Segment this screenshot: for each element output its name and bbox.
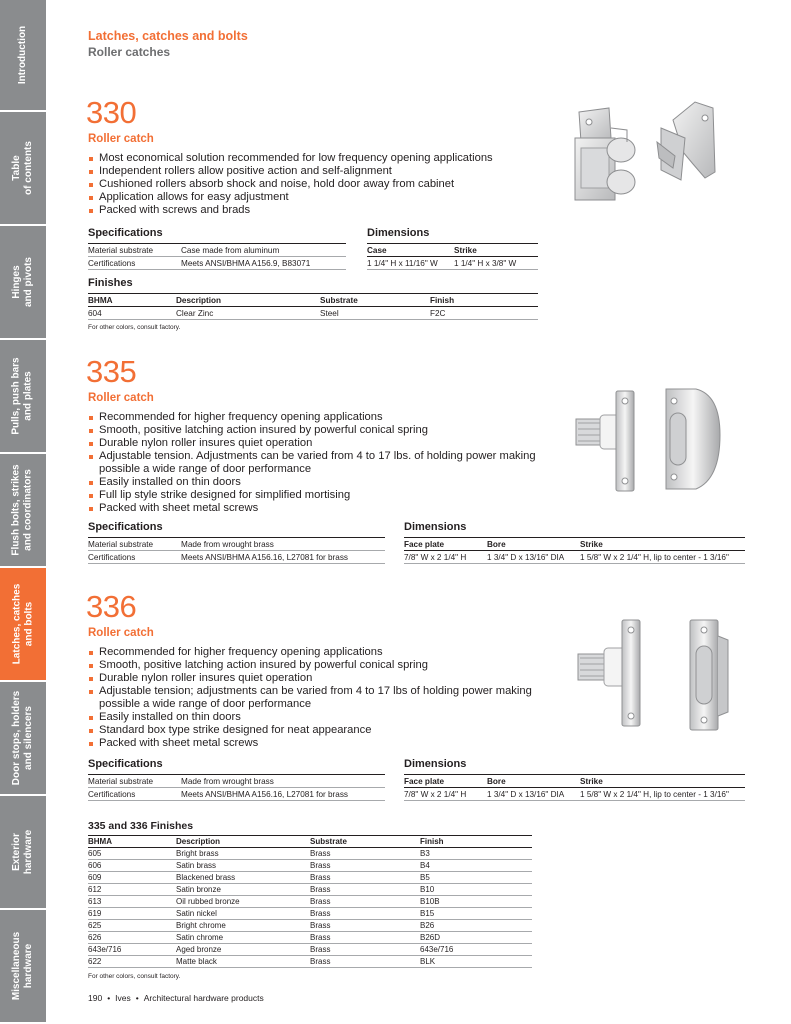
finish-cell: Aged bronze: [176, 944, 310, 956]
finish-cell: 606: [88, 860, 176, 872]
spec-value: Case made from aluminum: [181, 244, 346, 257]
product-335-name: Roller catch: [88, 392, 154, 404]
side-tab-label: Introduction: [17, 25, 29, 85]
finish-cell: Brass: [310, 848, 420, 860]
spec-value: Made from wrought brass: [181, 538, 385, 551]
finish-cell: 613: [88, 896, 176, 908]
finish-cell: Satin nickel: [176, 908, 310, 920]
finish-cell: Satin chrome: [176, 932, 310, 944]
table-row: [404, 775, 745, 788]
side-tab-label: Latches, catches and bolts: [11, 583, 35, 665]
finishes-335-336-table: [88, 835, 532, 968]
finish-cell: 605: [88, 848, 176, 860]
table-row: [88, 551, 385, 564]
feature-item: Recommended for higher frequency opening applications: [88, 646, 548, 659]
finish-cell: Oil rubbed bronze: [176, 896, 310, 908]
product-336-name: Roller catch: [88, 627, 154, 639]
dim-value: 7/8" W x 2 1/4" H: [404, 551, 487, 564]
feature-item: Recommended for higher frequency opening applications: [88, 411, 548, 424]
feature-item: Standard box type strike designed for neat appearance: [88, 724, 548, 737]
table-row: [88, 896, 532, 908]
product-336-specs-table: [88, 774, 385, 801]
table-row: [88, 788, 385, 801]
finish-cell: Brass: [310, 920, 420, 932]
finish-cell: Satin brass: [176, 860, 310, 872]
side-tab-label: Pulls, push bars and plates: [11, 357, 34, 435]
product-335-dims-title: Dimensions: [404, 521, 467, 533]
product-330-specs-table: [88, 243, 346, 270]
finish-cell: Brass: [310, 860, 420, 872]
finish-header: Description: [176, 836, 310, 848]
table-row: [88, 257, 346, 270]
table-row: [88, 538, 385, 551]
dim-value: 1 3/4" D x 13/16" DIA: [487, 551, 580, 564]
product-335-number: 335: [86, 354, 137, 389]
spec-label: Certifications: [88, 551, 181, 564]
footer-brand: Ives: [115, 993, 131, 1003]
page-footer: [88, 993, 264, 1003]
side-tab-introduction[interactable]: [0, 0, 46, 112]
finish-cell: 609: [88, 872, 176, 884]
product-336-dims-title: Dimensions: [404, 758, 467, 770]
spec-label: Certifications: [88, 788, 181, 801]
finish-cell: Brass: [310, 956, 420, 968]
feature-item: Durable nylon roller insures quiet operation: [88, 437, 548, 450]
dim-value: 1 1/4" H x 11/16" W: [367, 257, 454, 270]
spec-label: Material substrate: [88, 775, 181, 788]
finishes-335-336-note: For other colors, consult factory.: [88, 973, 181, 980]
table-row: [88, 775, 385, 788]
finish-cell: BLK: [420, 956, 532, 968]
side-tab-flush-bolts[interactable]: [0, 454, 46, 568]
table-row: [88, 908, 532, 920]
spec-value: Meets ANSI/BHMA A156.16, L27081 for brass: [181, 788, 385, 801]
product-330-features: [88, 152, 548, 217]
side-tab-label: Miscellaneous hardware: [11, 931, 35, 1001]
dim-header: Face plate: [404, 538, 487, 551]
dim-value: 1 5/8" W x 2 1/4" H, lip to center - 1 3/16": [580, 788, 745, 801]
product-330-number: 330: [86, 95, 137, 130]
table-row: [88, 920, 532, 932]
table-row: [88, 860, 532, 872]
side-tab-label: Flush bolts, strikes and coordinators: [11, 464, 35, 556]
finish-cell: 619: [88, 908, 176, 920]
page-number: 190: [88, 993, 103, 1003]
feature-item: Smooth, positive latching action insured by powerful conical spring: [88, 659, 548, 672]
finish-cell: Satin bronze: [176, 884, 310, 896]
feature-item: Packed with sheet metal screws: [88, 502, 548, 515]
finish-cell: B15: [420, 908, 532, 920]
product-330-image: [565, 98, 725, 218]
side-tab-exterior[interactable]: [0, 796, 46, 910]
feature-item: Durable nylon roller insures quiet operation: [88, 672, 548, 685]
table-row: [88, 836, 532, 848]
table-row: [404, 788, 745, 801]
feature-item: Most economical solution recommended for low frequency opening applications: [88, 152, 548, 165]
finish-cell: Brass: [310, 932, 420, 944]
finish-cell: B3: [420, 848, 532, 860]
feature-item: Adjustable tension. Adjustments can be varied from 4 to 17 lbs. of holding power making possible a wide range of door performance: [88, 450, 548, 476]
dim-header: Bore: [487, 538, 580, 551]
spec-label: Certifications: [88, 257, 181, 270]
finish-cell: 622: [88, 956, 176, 968]
finish-cell: Clear Zinc: [176, 307, 320, 320]
spec-label: Material substrate: [88, 244, 181, 257]
product-335-dims-table: [404, 537, 745, 564]
table-row: [367, 257, 538, 270]
finish-cell: Steel: [320, 307, 430, 320]
finish-cell: Matte black: [176, 956, 310, 968]
table-row: [88, 244, 346, 257]
product-330-finishes-table: [88, 293, 538, 320]
footer-separator: •: [107, 993, 111, 1003]
table-row: [88, 294, 538, 307]
finish-cell: F2C: [430, 307, 538, 320]
dim-value: 7/8" W x 2 1/4" H: [404, 788, 487, 801]
finish-cell: Brass: [310, 884, 420, 896]
side-tab-door-stops[interactable]: [0, 682, 46, 796]
side-tab-miscellaneous[interactable]: [0, 910, 46, 1024]
finish-header: Description: [176, 294, 320, 307]
product-330-finishes-title: Finishes: [88, 277, 133, 289]
finish-cell: Brass: [310, 944, 420, 956]
spec-value: Meets ANSI/BHMA A156.16, L27081 for brass: [181, 551, 385, 564]
finish-cell: B26D: [420, 932, 532, 944]
table-row: [88, 884, 532, 896]
dim-header: Strike: [580, 538, 745, 551]
dim-value: 1 5/8" W x 2 1/4" H, lip to center - 1 3/16": [580, 551, 745, 564]
finish-cell: B5: [420, 872, 532, 884]
table-row: [88, 307, 538, 320]
product-330-dims-table: [367, 243, 538, 270]
product-335-specs-table: [88, 537, 385, 564]
finish-header: Finish: [430, 294, 538, 307]
product-330-specs-title: Specifications: [88, 227, 163, 239]
side-tab-label: Table of contents: [11, 141, 35, 195]
product-335-features: [88, 411, 548, 515]
side-tab-latches[interactable]: [0, 568, 46, 682]
finish-cell: 604: [88, 307, 176, 320]
table-row: [404, 538, 745, 551]
finish-cell: Brass: [310, 908, 420, 920]
finish-cell: 612: [88, 884, 176, 896]
finish-cell: 643e/716: [420, 944, 532, 956]
finish-cell: B4: [420, 860, 532, 872]
product-330-name: Roller catch: [88, 133, 154, 145]
finish-cell: 626: [88, 932, 176, 944]
dim-header: Case: [367, 244, 454, 257]
product-335-specs-title: Specifications: [88, 521, 163, 533]
dim-value: 1 1/4" H x 3/8" W: [454, 257, 538, 270]
feature-item: Easily installed on thin doors: [88, 711, 548, 724]
side-tab-label: Exterior hardware: [11, 829, 34, 875]
finish-header: Substrate: [320, 294, 430, 307]
side-tab-table-of-contents[interactable]: [0, 112, 46, 226]
table-row: [88, 872, 532, 884]
feature-item: Application allows for easy adjustment: [88, 191, 548, 204]
product-336-number: 336: [86, 589, 137, 624]
dim-header: Face plate: [404, 775, 487, 788]
page-subcategory: Roller catches: [88, 45, 171, 59]
finish-header: Finish: [420, 836, 532, 848]
product-336-features: [88, 646, 548, 750]
finish-cell: Brass: [310, 872, 420, 884]
product-330-dims-title: Dimensions: [367, 227, 430, 239]
finish-header: BHMA: [88, 836, 176, 848]
feature-item: Easily installed on thin doors: [88, 476, 548, 489]
dim-header: Strike: [454, 244, 538, 257]
feature-item: Smooth, positive latching action insured by powerful conical spring: [88, 424, 548, 437]
finish-cell: B10: [420, 884, 532, 896]
finish-cell: Bright brass: [176, 848, 310, 860]
table-row: [88, 932, 532, 944]
side-tab-label: Door stops, holders and silencers: [11, 690, 35, 786]
table-row: [367, 244, 538, 257]
side-tabs: [0, 0, 46, 1024]
side-tab-label: Hinges and pivots: [11, 256, 35, 308]
table-row: [88, 944, 532, 956]
feature-item: Full lip style strike designed for simplified mortising: [88, 489, 548, 502]
feature-item: Packed with sheet metal screws: [88, 737, 548, 750]
finish-cell: Blackened brass: [176, 872, 310, 884]
product-330-finish-note: For other colors, consult factory.: [88, 324, 181, 331]
spec-label: Material substrate: [88, 538, 181, 551]
finish-header: BHMA: [88, 294, 176, 307]
footer-separator: •: [135, 993, 139, 1003]
finish-cell: 643e/716: [88, 944, 176, 956]
spec-value: Made from wrought brass: [181, 775, 385, 788]
dim-value: 1 3/4" D x 13/16" DIA: [487, 788, 580, 801]
finish-cell: B26: [420, 920, 532, 932]
feature-item: Packed with screws and brads: [88, 204, 548, 217]
spec-value: Meets ANSI/BHMA A156.9, B83071: [181, 257, 346, 270]
product-336-specs-title: Specifications: [88, 758, 163, 770]
side-tab-pulls[interactable]: [0, 340, 46, 454]
product-335-image: [570, 385, 740, 495]
page-category: Latches, catches and bolts: [88, 29, 248, 43]
table-row: [88, 956, 532, 968]
table-row: [88, 848, 532, 860]
side-tab-hinges[interactable]: [0, 226, 46, 340]
product-336-image: [572, 616, 742, 734]
finish-cell: Bright chrome: [176, 920, 310, 932]
table-row: [404, 551, 745, 564]
product-336-dims-table: [404, 774, 745, 801]
finish-header: Substrate: [310, 836, 420, 848]
footer-title: Architectural hardware products: [143, 993, 264, 1003]
feature-item: Cushioned rollers absorb shock and noise, hold door away from cabinet: [88, 178, 548, 191]
feature-item: Independent rollers allow positive action and self-alignment: [88, 165, 548, 178]
finishes-335-336-title: 335 and 336 Finishes: [88, 820, 194, 832]
finish-cell: Brass: [310, 896, 420, 908]
dim-header: Bore: [487, 775, 580, 788]
finish-cell: 625: [88, 920, 176, 932]
feature-item: Adjustable tension; adjustments can be varied from 4 to 17 lbs of holding power making possible a wide range of door performance: [88, 685, 548, 711]
dim-header: Strike: [580, 775, 745, 788]
finish-cell: B10B: [420, 896, 532, 908]
